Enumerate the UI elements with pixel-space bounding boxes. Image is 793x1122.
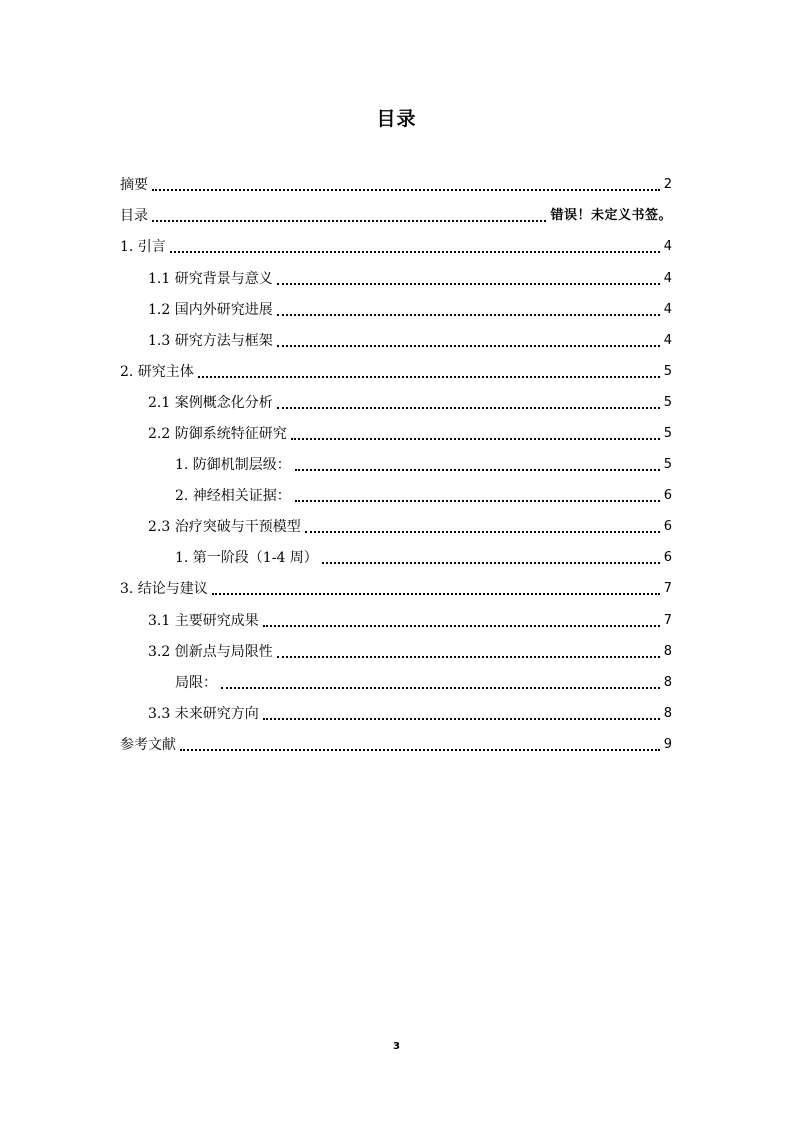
toc-dot-leader [212, 593, 660, 595]
toc-entry-subsection[interactable] [175, 671, 672, 695]
toc-entry-chapter-1[interactable] [120, 235, 672, 259]
toc-entry-section-3-1[interactable] [148, 609, 672, 633]
toc-dot-leader [180, 749, 660, 751]
toc-dot-leader [277, 283, 660, 285]
toc-entry-label: 2.2 防御系统特征研究 [148, 426, 287, 442]
toc-entry-label: 2.3 治疗突破与干预模型 [148, 519, 301, 535]
toc-dot-leader [291, 438, 660, 440]
toc-entry-contents[interactable] [120, 204, 672, 228]
toc-entry-label: 2. 神经相关证据： [175, 488, 291, 504]
toc-page-number: 5 [663, 457, 672, 472]
toc-entry-label: 2. 研究主体 [120, 364, 194, 380]
toc-page-number: 4 [663, 239, 672, 254]
toc-entry-label: 3.3 未来研究方向 [148, 706, 259, 722]
toc-entry-label: 1.1 研究背景与意义 [148, 271, 273, 287]
toc-entry-section-2-1[interactable] [148, 391, 672, 415]
toc-entry-subsection[interactable] [175, 453, 672, 477]
toc-dot-leader [152, 189, 660, 191]
toc-entry-label: 目录 [120, 208, 148, 224]
toc-entry-label: 3.1 主要研究成果 [148, 613, 259, 629]
page-footer-number: 3 [393, 1041, 400, 1052]
toc-title: 目录 [376, 108, 417, 130]
toc-page-number: 8 [663, 675, 672, 690]
toc-entry-label: 摘要 [120, 177, 148, 193]
toc-entry-section-1-3[interactable] [148, 329, 672, 353]
toc-entry-label: 3.2 创新点与局限性 [148, 644, 273, 660]
toc-page-number: 4 [663, 333, 672, 348]
toc-page-number: 8 [663, 706, 672, 721]
toc-entry-section-3-3[interactable] [148, 702, 672, 726]
toc-entry-label: 1. 引言 [120, 239, 166, 255]
toc-dot-leader [198, 376, 660, 378]
toc-entry-label: 1.3 研究方法与框架 [148, 333, 273, 349]
toc-entry-section-2-3[interactable] [148, 515, 672, 539]
toc-page-number: 6 [663, 519, 672, 534]
toc-dot-leader [170, 251, 660, 253]
toc-entry-section-3-2[interactable] [148, 640, 672, 664]
toc-dot-leader [277, 656, 660, 658]
toc-entry-label: 参考文献 [120, 737, 176, 753]
toc-entry-chapter-2[interactable] [120, 360, 672, 384]
toc-entry-label: 1. 第一阶段（1-4 周） [175, 550, 318, 566]
toc-entry-label: 1. 防御机制层级： [175, 457, 291, 473]
toc-page-number: 6 [663, 550, 672, 565]
toc-entry-subsection[interactable] [175, 484, 672, 508]
toc-page-number: 5 [663, 426, 672, 441]
toc-entry-subsection[interactable] [175, 546, 672, 570]
toc-dot-leader [277, 407, 660, 409]
toc-dot-leader [263, 718, 660, 720]
toc-dot-leader [263, 625, 660, 627]
toc-entry-section-1-1[interactable] [148, 267, 672, 291]
toc-page-number: 5 [663, 364, 672, 379]
toc-page-number: 2 [663, 177, 672, 192]
toc-entry-abstract[interactable] [120, 173, 672, 197]
toc-bookmark-error: 错误！未定义书签。 [550, 208, 672, 223]
toc-page-number: 4 [663, 302, 672, 317]
toc-dot-leader [305, 531, 660, 533]
toc-dot-leader [277, 345, 660, 347]
toc-entry-chapter-3[interactable] [120, 577, 672, 601]
toc-page-number: 5 [663, 395, 672, 410]
toc-page-number: 8 [663, 644, 672, 659]
toc-dot-leader [152, 220, 546, 222]
toc-dot-leader [221, 687, 660, 689]
toc-entry-section-2-2[interactable] [148, 422, 672, 446]
toc-entry-label: 3. 结论与建议 [120, 581, 208, 597]
toc-entry-label: 1.2 国内外研究进展 [148, 302, 273, 318]
toc-entry-references[interactable] [120, 733, 672, 757]
toc-dot-leader [322, 562, 660, 564]
toc-page-number: 7 [663, 613, 672, 628]
toc-dot-leader [295, 469, 660, 471]
toc-page-number: 7 [663, 581, 672, 596]
toc-page-number: 4 [663, 271, 672, 286]
toc-page-number: 9 [663, 737, 672, 752]
toc-page-number: 6 [663, 488, 672, 503]
toc-dot-leader [277, 314, 660, 316]
toc-entry-label: 局限： [175, 675, 217, 691]
toc-dot-leader [295, 500, 660, 502]
toc-entry-section-1-2[interactable] [148, 298, 672, 322]
toc-entry-label: 2.1 案例概念化分析 [148, 395, 273, 411]
